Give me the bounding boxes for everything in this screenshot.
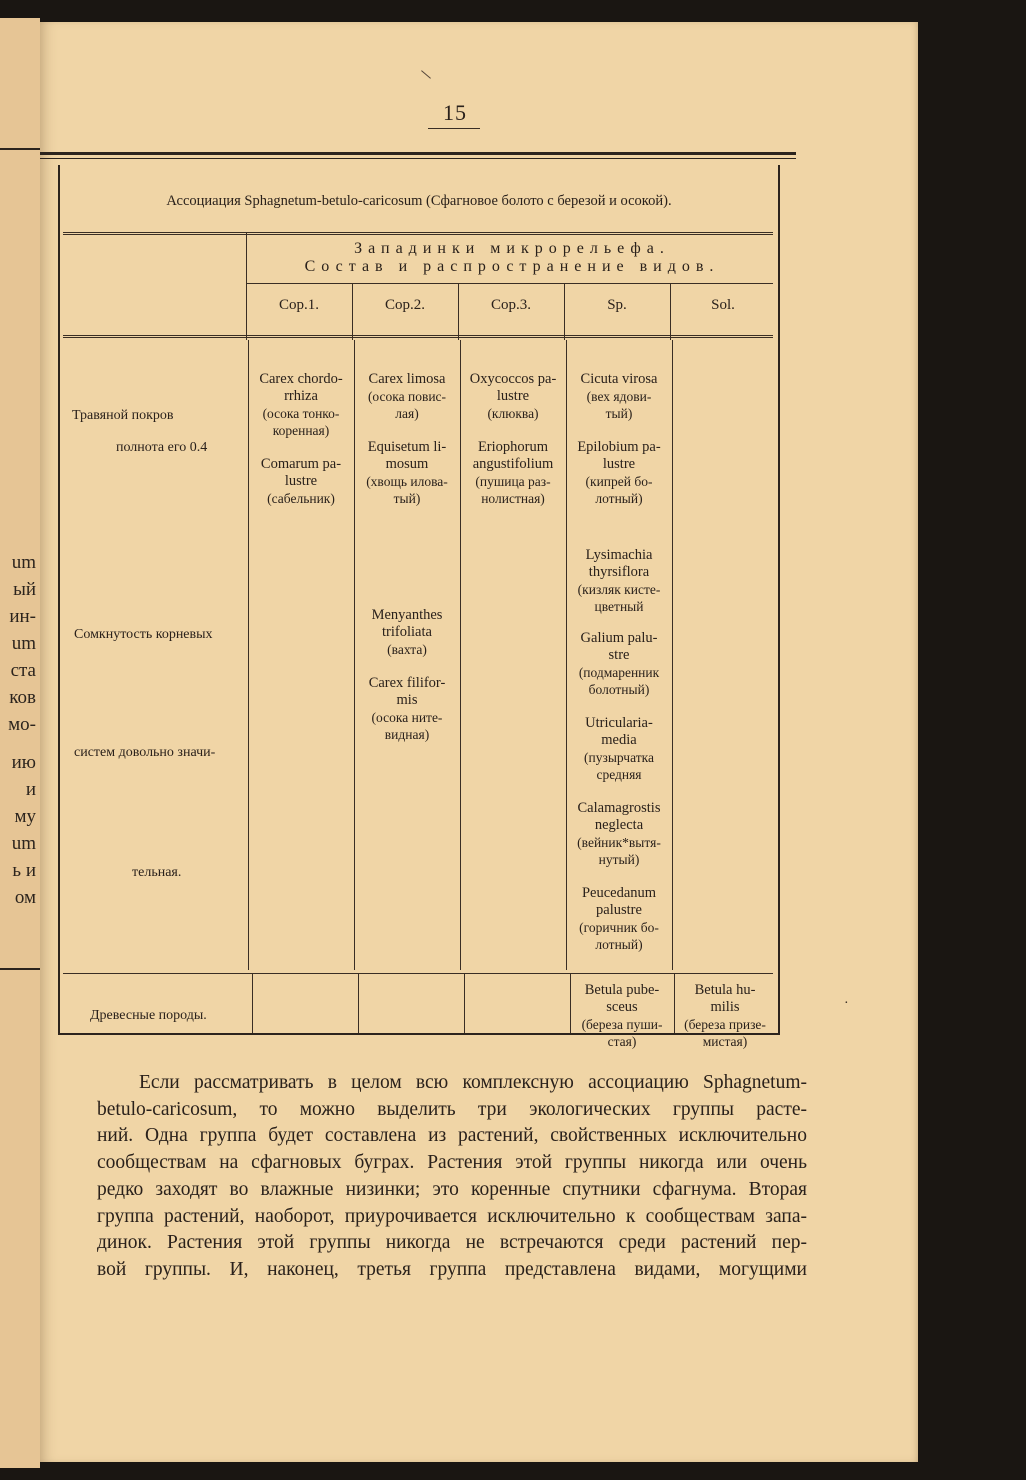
species-latin: Eriophorum bbox=[477, 439, 549, 455]
species-latin: Epilobium pa- bbox=[577, 439, 661, 455]
species-russian: (клюква) bbox=[487, 406, 539, 421]
species-russian: лотный) bbox=[595, 491, 643, 506]
species-latin: Cicuta virosa bbox=[580, 371, 658, 387]
species-russian: (подмаренник bbox=[578, 665, 660, 680]
species-russian: (горичник бо- bbox=[579, 920, 659, 935]
header-rule bbox=[40, 158, 796, 159]
previous-page-fragment: um bbox=[11, 552, 36, 573]
column-divider bbox=[564, 283, 565, 340]
species-cell bbox=[248, 371, 354, 439]
table-rule bbox=[63, 973, 773, 974]
species-russian: (береза призе- bbox=[684, 1017, 766, 1032]
species-cell bbox=[566, 630, 672, 698]
species-russian: (сабельник) bbox=[267, 491, 335, 506]
species-latin: Oxycoccos pa- bbox=[469, 371, 557, 387]
page-number: 15 bbox=[443, 100, 467, 125]
paragraph-line: динок. Растения этой группы никогда не встречаются среди растений пер- bbox=[97, 1232, 807, 1254]
column-divider bbox=[670, 283, 671, 340]
column-divider bbox=[352, 283, 353, 340]
species-russian: (вех ядови- bbox=[586, 389, 652, 404]
row-label: систем довольно значи- bbox=[74, 745, 216, 760]
species-latin: Betula hu- bbox=[694, 982, 756, 998]
previous-page-fragment: и bbox=[25, 779, 36, 800]
species-latin: Calamagrostis bbox=[577, 800, 661, 816]
column-header: Cop.3. bbox=[490, 297, 531, 313]
column-header: Sol. bbox=[711, 297, 735, 313]
species-russian: (пузырчатка bbox=[584, 750, 654, 765]
previous-page-fragment: um bbox=[11, 833, 36, 854]
page-mark bbox=[421, 70, 431, 78]
species-russian: тый) bbox=[393, 491, 421, 506]
column-divider bbox=[252, 973, 253, 1033]
column-divider bbox=[672, 340, 673, 970]
species-cell bbox=[460, 439, 566, 507]
previous-page-fragment: мо- bbox=[8, 714, 36, 735]
species-latin: neglecta bbox=[594, 817, 644, 833]
species-cell bbox=[354, 607, 460, 658]
species-cell bbox=[566, 439, 672, 507]
paragraph-line: betulo-caricosum, то можно выделить три экологических группы расте- bbox=[97, 1098, 807, 1120]
species-russian: лая) bbox=[395, 406, 419, 421]
paragraph-line: Если рассматривать в целом всю комплексную ассоциацию Sphagnetum- bbox=[139, 1072, 807, 1093]
species-latin: lustre bbox=[284, 473, 318, 489]
species-russian: (кипрей бо- bbox=[585, 474, 653, 489]
paragraph-line: редко заходят во влажные низинки; это коренные спутники сфагнума. Вторая bbox=[97, 1178, 807, 1200]
species-cell bbox=[674, 982, 776, 1050]
row-label: тельная. bbox=[132, 865, 182, 880]
column-divider bbox=[460, 340, 461, 970]
species-latin: Comarum pa- bbox=[260, 456, 342, 472]
table-rule bbox=[63, 232, 773, 235]
species-latin: Galium palu- bbox=[580, 630, 658, 646]
previous-page-fragment: ь и bbox=[12, 860, 36, 881]
species-russian: болотный) bbox=[588, 682, 650, 697]
book-page bbox=[40, 22, 918, 1462]
species-latin: Menyanthes bbox=[371, 607, 443, 623]
column-divider bbox=[246, 233, 247, 340]
species-latin: trifoliata bbox=[382, 624, 432, 640]
species-cell bbox=[570, 982, 674, 1050]
species-latin: Betula pube- bbox=[584, 982, 660, 998]
previous-page-fragment: му bbox=[14, 806, 36, 827]
species-russian: (осока ните- bbox=[371, 710, 443, 725]
species-cell bbox=[460, 371, 566, 422]
species-russian: (вейник*вытя- bbox=[577, 835, 661, 850]
table-caption: Ассоциация Sphagnetum-betulo-caricosum (Сфагновое болото с березой и осокой). bbox=[166, 193, 672, 209]
previous-page-fragment: ый bbox=[13, 579, 36, 600]
species-cell bbox=[354, 439, 460, 507]
previous-page-fragment: ом bbox=[14, 887, 36, 908]
species-latin: Carex filifor- bbox=[368, 675, 446, 691]
species-latin: media bbox=[601, 732, 637, 748]
species-latin: Utricularia- bbox=[585, 715, 653, 731]
previous-page-rule bbox=[0, 148, 40, 150]
group-header: Западинки микрорельефа. bbox=[354, 240, 670, 257]
species-russian: нолистная) bbox=[481, 491, 545, 506]
species-russian: коренная) bbox=[272, 423, 330, 438]
species-russian: (кизляк кисте- bbox=[577, 582, 661, 597]
species-cell bbox=[566, 371, 672, 422]
association-table bbox=[58, 165, 780, 1049]
row-label: Сомкнутость корневых bbox=[74, 627, 213, 642]
species-cell bbox=[566, 800, 672, 868]
header-rule bbox=[40, 152, 796, 155]
species-latin: milis bbox=[710, 999, 740, 1015]
species-latin: lustre bbox=[496, 388, 530, 404]
previous-page-edge bbox=[0, 18, 40, 1468]
species-russian: лотный) bbox=[595, 937, 643, 952]
species-russian: цветный bbox=[594, 599, 644, 614]
page-number-underline bbox=[428, 128, 480, 129]
species-russian: (береза пуши- bbox=[581, 1017, 663, 1032]
column-divider bbox=[464, 973, 465, 1033]
species-cell bbox=[354, 371, 460, 422]
species-russian: тый) bbox=[605, 406, 633, 421]
species-latin: stre bbox=[608, 647, 630, 663]
species-cell bbox=[248, 456, 354, 507]
row-label: полнота его 0.4 bbox=[116, 440, 208, 455]
paragraph-line: вой группы. И, наконец, третья группа представлена видами, могущими bbox=[97, 1258, 807, 1280]
group-header: Состав и распространение видов. bbox=[304, 258, 720, 275]
species-cell bbox=[566, 885, 672, 953]
previous-page-fragment: ков bbox=[9, 687, 36, 708]
species-latin: sceus bbox=[606, 999, 638, 1015]
species-latin: Lysimachia bbox=[585, 547, 653, 563]
species-latin: mosum bbox=[385, 456, 429, 472]
paragraph-line: группа растений, наоборот, приурочивается исключительно к сообществам запа- bbox=[97, 1205, 807, 1227]
species-latin: palustre bbox=[596, 902, 642, 918]
table-rule bbox=[63, 335, 773, 338]
species-latin: angustifolium bbox=[472, 456, 554, 472]
column-divider bbox=[458, 283, 459, 340]
species-russian: средняя bbox=[596, 767, 642, 782]
species-latin: thyrsiflora bbox=[588, 564, 650, 580]
column-header: Sp. bbox=[607, 297, 627, 313]
margin-mark: · bbox=[844, 996, 849, 1011]
species-russian: (хвощь илова- bbox=[366, 474, 448, 489]
column-divider bbox=[358, 973, 359, 1033]
species-russian: (осока повис- bbox=[367, 389, 447, 404]
species-russian: мистая) bbox=[702, 1034, 748, 1049]
species-latin: rrhiza bbox=[284, 388, 318, 404]
previous-page-rule bbox=[0, 968, 40, 970]
species-latin: Equisetum li- bbox=[367, 439, 447, 455]
species-russian: нутый) bbox=[598, 852, 640, 867]
species-cell bbox=[566, 715, 672, 783]
species-russian: (осока тонко- bbox=[262, 406, 340, 421]
species-russian: (пушица раз- bbox=[475, 474, 551, 489]
table-rule bbox=[246, 283, 773, 284]
species-russian: (вахта) bbox=[387, 642, 427, 657]
previous-page-fragment: ию bbox=[11, 752, 36, 773]
body-paragraph bbox=[97, 1070, 807, 1284]
species-cell bbox=[566, 547, 672, 615]
previous-page-fragment: ста bbox=[10, 660, 36, 681]
species-russian: видная) bbox=[384, 727, 430, 742]
species-russian: стая) bbox=[607, 1034, 637, 1049]
row-label: Древесные породы. bbox=[90, 1008, 207, 1023]
paragraph-line: сообществам на сфагновых буграх. Растения этой группы никогда или очень bbox=[97, 1152, 807, 1174]
column-header: Cop.1. bbox=[278, 297, 319, 313]
species-latin: mis bbox=[396, 692, 418, 708]
species-latin: Peucedanum bbox=[581, 885, 657, 901]
previous-page-fragment: ин- bbox=[9, 606, 36, 627]
row-label: Травяной покров bbox=[72, 408, 174, 423]
species-latin: Carex limosa bbox=[368, 371, 446, 387]
previous-page-fragment: um bbox=[11, 633, 36, 654]
species-latin: Carex chordo- bbox=[259, 371, 343, 387]
species-latin: lustre bbox=[602, 456, 636, 472]
species-cell bbox=[354, 675, 460, 743]
column-header: Cop.2. bbox=[384, 297, 425, 313]
paragraph-line: ний. Одна группа будет составлена из растений, свойственных исключительно bbox=[97, 1125, 807, 1147]
